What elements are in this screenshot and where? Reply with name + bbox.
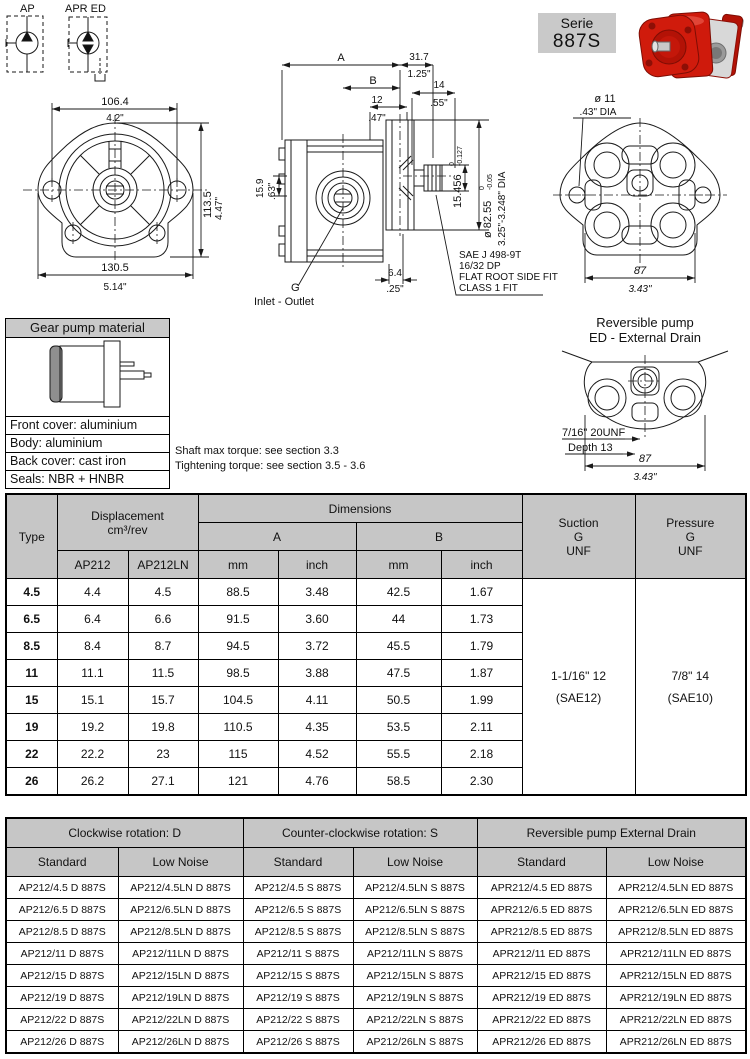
table-cell: 4.76 xyxy=(278,768,356,796)
back-centerlines xyxy=(553,118,727,268)
sub-lownoise-3: Low Noise xyxy=(606,848,746,877)
table-cell: 11.1 xyxy=(57,660,128,687)
sae-note-line4: CLASS 1 FIT xyxy=(459,283,518,294)
table-cell: AP212/8.5 D 887S xyxy=(6,921,118,943)
table-cell: APR212/15 ED 887S xyxy=(477,965,606,987)
reversible-drain-drawing xyxy=(540,303,750,495)
table-cell: APR212/4.5LN ED 887S xyxy=(606,877,746,899)
table-row xyxy=(6,965,746,987)
table-cell: 6.6 xyxy=(128,606,198,633)
sub-standard-3: Standard xyxy=(477,848,606,877)
reversible-centerlines xyxy=(628,355,662,438)
table-cell: 2.11 xyxy=(441,714,522,741)
dimensions-table xyxy=(5,493,747,796)
back-width-in: 3.43" xyxy=(628,284,652,295)
material-seals: Seals: NBR + HNBR xyxy=(6,470,169,488)
col-ap212ln: AP212LN xyxy=(128,551,198,579)
front-width-mm: 106.4 xyxy=(101,96,129,108)
table-cell: 58.5 xyxy=(356,768,441,796)
group-clockwise: Clockwise rotation: D xyxy=(6,818,243,848)
reversible-title-line1: Reversible pump xyxy=(596,315,694,330)
material-back-cover: Back cover: cast iron xyxy=(6,452,169,470)
table-cell: AP212/15 S 887S xyxy=(243,965,353,987)
table-cell: 4.11 xyxy=(278,687,356,714)
col-dim-b: B xyxy=(356,523,522,551)
col-dim-a: A xyxy=(198,523,356,551)
col-displacement xyxy=(57,494,198,551)
material-body: Body: aluminium xyxy=(6,434,169,452)
circuit-symbols xyxy=(5,2,145,87)
table-cell: 23 xyxy=(128,741,198,768)
table-row xyxy=(6,943,746,965)
table-cell: 11 xyxy=(6,660,57,687)
back-dimensions xyxy=(573,118,695,283)
dim-317: 31.7 xyxy=(409,52,429,63)
apr-ed-pump-symbol xyxy=(68,17,107,81)
table-cell: AP212/19 D 887S xyxy=(6,987,118,1009)
table-cell: AP212/11LN S 887S xyxy=(353,943,477,965)
table-cell: 4.35 xyxy=(278,714,356,741)
series-label: Serie xyxy=(560,15,594,31)
shaft-od-dim xyxy=(449,146,464,208)
dim-125: 1.25" xyxy=(407,69,431,80)
table-cell: 8.5 xyxy=(6,633,57,660)
table-cell: AP212/4.5 S 887S xyxy=(243,877,353,899)
series-badge xyxy=(538,13,616,53)
table-cell: 19.8 xyxy=(128,714,198,741)
front-height-mm: 113.5 xyxy=(202,191,214,218)
table-cell: 1.99 xyxy=(441,687,522,714)
table-cell: 6.5 xyxy=(6,606,57,633)
table-cell: 110.5 xyxy=(198,714,278,741)
dim-12: 12 xyxy=(371,95,383,106)
model-table-header xyxy=(6,818,746,877)
col-dimensions: Dimensions xyxy=(198,494,522,523)
table-cell: AP212/6.5LN D 887S xyxy=(118,899,243,921)
pressure-value: 7/8" 14 (SAE10) xyxy=(635,579,746,796)
table-cell: 15.1 xyxy=(57,687,128,714)
back-view-drawing xyxy=(543,88,750,300)
table-cell: 42.5 xyxy=(356,579,441,606)
col-pressure: Pressure G UNF xyxy=(635,494,746,579)
table-row xyxy=(6,877,746,899)
dim-b-label: B xyxy=(369,75,377,87)
sae-note-line2: 16/32 DP xyxy=(459,261,501,272)
table-cell: 4.5 xyxy=(128,579,198,606)
ap-symbol-label: AP xyxy=(20,3,35,15)
table-cell: AP212/8.5LN D 887S xyxy=(118,921,243,943)
group-counter-clockwise: Counter-clockwise rotation: S xyxy=(243,818,477,848)
back-hole-dia-mm: ø 11 xyxy=(594,93,616,105)
table-cell: APR212/6.5LN ED 887S xyxy=(606,899,746,921)
tightening-torque-note: Tightening torque: see section 3.5 - 3.6 xyxy=(175,460,366,472)
shaft-tol-lower: -0.127 xyxy=(457,146,464,166)
table-cell: 1.67 xyxy=(441,579,522,606)
dim-55: .55" xyxy=(430,98,448,109)
reversible-width-mm: 87 xyxy=(638,453,652,465)
table-row xyxy=(6,921,746,943)
pump-photo-shapes xyxy=(637,12,743,79)
table-row xyxy=(6,1031,746,1054)
table-cell: AP212/8.5 S 887S xyxy=(243,921,353,943)
table-cell: AP212/11 S 887S xyxy=(243,943,353,965)
table-cell: AP212/15 D 887S xyxy=(6,965,118,987)
sae-note-line1: SAE J 498-9T xyxy=(459,250,522,261)
col-suction: Suction G UNF xyxy=(522,494,635,579)
model-codes-table xyxy=(5,817,747,1054)
pilot-dia-value: ø 82.55 xyxy=(482,200,494,238)
dimensions-table-body xyxy=(6,579,746,796)
table-cell: 2.30 xyxy=(441,768,522,796)
front-view-drawing xyxy=(5,93,240,298)
table-cell: 121 xyxy=(198,768,278,796)
table-cell: AP212/19LN S 887S xyxy=(353,987,477,1009)
table-cell: AP212/26LN D 887S xyxy=(118,1031,243,1054)
table-row xyxy=(6,899,746,921)
table-cell: 26.2 xyxy=(57,768,128,796)
table-cell: AP212/6.5 D 887S xyxy=(6,899,118,921)
table-cell: 19.2 xyxy=(57,714,128,741)
inlet-outlet-label: Inlet - Outlet xyxy=(254,296,314,308)
dim-47: .47" xyxy=(368,113,386,124)
pilot-dia-dim xyxy=(479,174,494,238)
drain-thread-label: 7/16" 20UNF xyxy=(562,427,626,439)
table-cell: APR212/22 ED 887S xyxy=(477,1009,606,1031)
dim-14: 14 xyxy=(433,80,445,91)
table-cell: 27.1 xyxy=(128,768,198,796)
table-cell: 4.5 xyxy=(6,579,57,606)
table-cell: APR212/22LN ED 887S xyxy=(606,1009,746,1031)
side-view-drawing xyxy=(253,48,558,313)
col-ap212: AP212 xyxy=(57,551,128,579)
table-cell: APR212/19LN ED 887S xyxy=(606,987,746,1009)
material-pump-sketch xyxy=(6,338,167,411)
table-cell: 2.18 xyxy=(441,741,522,768)
table-cell: AP212/26 D 887S xyxy=(6,1031,118,1054)
table-cell: APR212/8.5LN ED 887S xyxy=(606,921,746,943)
pilot-tol-upper: 0 xyxy=(479,186,486,190)
dim-25: .25" xyxy=(386,284,404,295)
shaft-od-value: 15.456 xyxy=(452,174,464,208)
front-width-in: 4.2" xyxy=(106,113,124,124)
table-cell: APR212/11LN ED 887S xyxy=(606,943,746,965)
table-cell: AP212/22 S 887S xyxy=(243,1009,353,1031)
table-cell: 45.5 xyxy=(356,633,441,660)
table-cell: AP212/15LN S 887S xyxy=(353,965,477,987)
table-cell: APR212/11 ED 887S xyxy=(477,943,606,965)
reversible-width-in: 3.43" xyxy=(633,472,657,483)
table-cell: AP212/26 S 887S xyxy=(243,1031,353,1054)
table-cell: APR212/4.5 ED 887S xyxy=(477,877,606,899)
table-row xyxy=(6,579,746,606)
table-cell: AP212/19LN D 887S xyxy=(118,987,243,1009)
table-cell: 104.5 xyxy=(198,687,278,714)
table-cell: AP212/4.5LN D 887S xyxy=(118,877,243,899)
material-box xyxy=(5,318,170,489)
table-cell: AP212/22 D 887S xyxy=(6,1009,118,1031)
sae-note-line3: FLAT ROOT SIDE FIT xyxy=(459,272,558,283)
table-cell: 50.5 xyxy=(356,687,441,714)
table-cell: 1.73 xyxy=(441,606,522,633)
table-cell: AP212/22LN S 887S xyxy=(353,1009,477,1031)
col-b-mm: mm xyxy=(356,551,441,579)
table-cell: 4.4 xyxy=(57,579,128,606)
dim-a-label: A xyxy=(337,52,345,64)
table-cell: 11.5 xyxy=(128,660,198,687)
front-base-mm: 130.5 xyxy=(101,262,129,274)
table-cell: 19 xyxy=(6,714,57,741)
shaft-torque-note: Shaft max torque: see section 3.3 xyxy=(175,445,339,457)
table-cell: AP212/22LN D 887S xyxy=(118,1009,243,1031)
table-cell: AP212/6.5LN S 887S xyxy=(353,899,477,921)
table-cell: AP212/4.5LN S 887S xyxy=(353,877,477,899)
table-cell: 8.7 xyxy=(128,633,198,660)
suction-value: 1-1/16" 12 (SAE12) xyxy=(522,579,635,796)
table-cell: 22 xyxy=(6,741,57,768)
back-width-mm: 87 xyxy=(633,265,647,277)
table-cell: 44 xyxy=(356,606,441,633)
table-cell: APR212/8.5 ED 887S xyxy=(477,921,606,943)
table-cell: 91.5 xyxy=(198,606,278,633)
table-cell: 15 xyxy=(6,687,57,714)
material-box-title: Gear pump material xyxy=(6,319,169,338)
sub-standard-1: Standard xyxy=(6,848,118,877)
side-body-outline xyxy=(279,120,442,262)
col-a-mm: mm xyxy=(198,551,278,579)
torque-notes xyxy=(175,444,365,474)
table-cell: AP212/26LN S 887S xyxy=(353,1031,477,1054)
table-cell: 88.5 xyxy=(198,579,278,606)
model-table-body xyxy=(6,877,746,1054)
table-cell: 6.4 xyxy=(57,606,128,633)
table-cell: 8.4 xyxy=(57,633,128,660)
pilot-dia-inch: 3.25"-3.248" DIA xyxy=(497,171,508,246)
table-cell: AP212/6.5 S 887S xyxy=(243,899,353,921)
table-cell: 1.79 xyxy=(441,633,522,660)
table-cell: 53.5 xyxy=(356,714,441,741)
port-g-label: G xyxy=(291,282,300,294)
table-cell: AP212/11 D 887S xyxy=(6,943,118,965)
table-cell: 26 xyxy=(6,768,57,796)
table-cell: 3.88 xyxy=(278,660,356,687)
dim-64: 6.4 xyxy=(388,268,402,279)
sub-lownoise-1: Low Noise xyxy=(118,848,243,877)
front-base-in: 5.14" xyxy=(103,282,127,293)
dim-159: 15.9 xyxy=(255,178,266,198)
sub-lownoise-2: Low Noise xyxy=(353,848,477,877)
table-cell: APR212/26 ED 887S xyxy=(477,1031,606,1054)
table-cell: 47.5 xyxy=(356,660,441,687)
table-cell: 3.72 xyxy=(278,633,356,660)
table-cell: AP212/4.5 D 887S xyxy=(6,877,118,899)
dim-63: .63" xyxy=(267,182,278,200)
table-row xyxy=(6,1009,746,1031)
table-cell: APR212/19 ED 887S xyxy=(477,987,606,1009)
table-cell: 15.7 xyxy=(128,687,198,714)
table-cell: 4.52 xyxy=(278,741,356,768)
table-cell: 55.5 xyxy=(356,741,441,768)
table-cell: AP212/15LN D 887S xyxy=(118,965,243,987)
front-height-in: 4.47" xyxy=(214,196,225,220)
pilot-tol-lower: -0.05 xyxy=(487,174,494,190)
front-centerlines xyxy=(23,115,207,268)
reversible-title-line2: ED - External Drain xyxy=(589,330,701,345)
drain-depth-label: Depth 13 xyxy=(568,442,613,454)
pump-product-image xyxy=(633,3,748,95)
table-cell: APR212/26LN ED 887S xyxy=(606,1031,746,1054)
col-b-inch: inch xyxy=(441,551,522,579)
table-cell: 1.87 xyxy=(441,660,522,687)
group-reversible: Reversible pump External Drain xyxy=(477,818,746,848)
back-hole-dia-in: .43" DIA xyxy=(579,107,617,118)
table-cell: 98.5 xyxy=(198,660,278,687)
series-number: 887S xyxy=(552,31,602,52)
shaft-tol-upper: 0 xyxy=(449,162,456,166)
ap-pump-symbol xyxy=(6,16,43,72)
table-cell: 94.5 xyxy=(198,633,278,660)
table-cell: 115 xyxy=(198,741,278,768)
table-cell: 3.60 xyxy=(278,606,356,633)
table-cell: 22.2 xyxy=(57,741,128,768)
table-row xyxy=(6,987,746,1009)
table-cell: APR212/15LN ED 887S xyxy=(606,965,746,987)
table-cell: AP212/8.5LN S 887S xyxy=(353,921,477,943)
table-cell: AP212/11LN D 887S xyxy=(118,943,243,965)
sub-standard-2: Standard xyxy=(243,848,353,877)
col-type: Type xyxy=(6,494,57,579)
material-front-cover: Front cover: aluminium xyxy=(6,416,169,434)
apred-symbol-label: APR ED xyxy=(65,3,106,15)
displacement-label: Displacement xyxy=(91,508,164,523)
displacement-unit: cm³/rev xyxy=(107,522,148,537)
dimensions-table-header xyxy=(6,494,746,579)
table-cell: 3.48 xyxy=(278,579,356,606)
table-cell: AP212/19 S 887S xyxy=(243,987,353,1009)
table-cell: APR212/6.5 ED 887S xyxy=(477,899,606,921)
col-a-inch: inch xyxy=(278,551,356,579)
